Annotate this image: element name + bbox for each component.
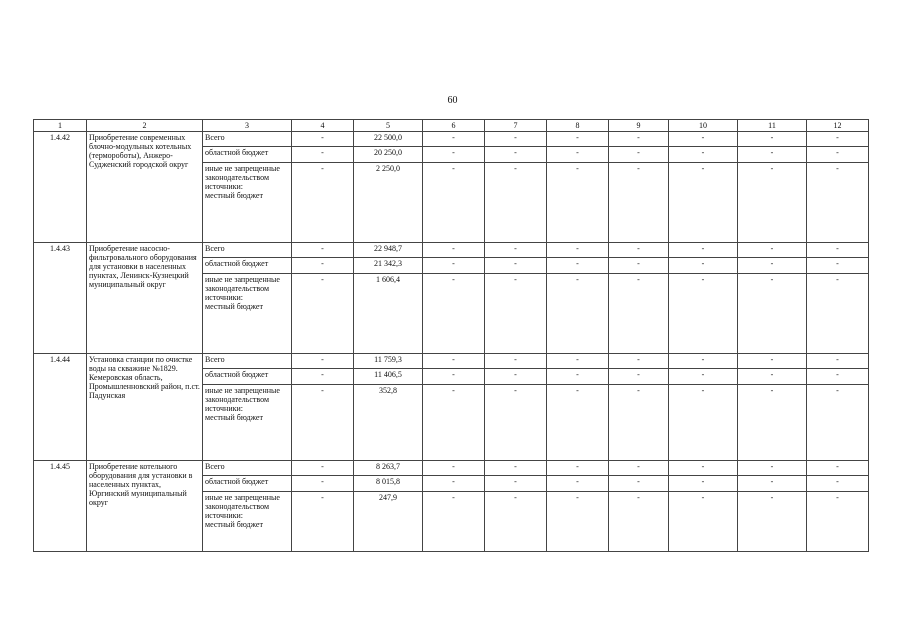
value-col8: - [547, 274, 609, 354]
value-col11: - [738, 369, 807, 385]
value-col7: - [485, 274, 547, 354]
value-col9: - [609, 163, 669, 243]
column-header: 8 [547, 120, 609, 132]
column-header: 3 [203, 120, 292, 132]
value-col5: 21 342,3 [354, 258, 423, 274]
value-col11: - [738, 492, 807, 552]
funding-source-cell [203, 163, 292, 243]
value-col11: - [738, 476, 807, 492]
value-col9: - [609, 132, 669, 147]
value-col12: - [807, 354, 869, 369]
funding-source-cell: Всего [203, 132, 292, 147]
funding-source-local: местный бюджет [205, 191, 263, 200]
page-number: 60 [447, 95, 458, 106]
value-col9: - [609, 461, 669, 476]
item-code: 1.4.45 [34, 461, 87, 552]
value-col11: - [738, 274, 807, 354]
value-col8: - [547, 354, 609, 369]
funding-source: иные не запрещенные законодательством источники: [205, 164, 280, 191]
value-col8: - [547, 243, 609, 258]
value-col10: - [669, 132, 738, 147]
column-header: 2 [87, 120, 203, 132]
value-col5: 2 250,0 [354, 163, 423, 243]
funding-source: иные не запрещенные законодательством источники: [205, 493, 280, 520]
value-col12: - [807, 243, 869, 258]
value-col4: - [292, 147, 354, 163]
value-col4: - [292, 243, 354, 258]
value-col11: - [738, 243, 807, 258]
table-row [34, 461, 869, 476]
value-col6: - [423, 385, 485, 461]
value-col9: - [609, 492, 669, 552]
value-col6: - [423, 258, 485, 274]
value-col10: - [669, 461, 738, 476]
item-name: Приобретение насосно-фильтровального оборудования для установки в населенных пунктах, Ленинск-Кузнецкий муниципальный округ [87, 243, 203, 354]
value-col5: 247,9 [354, 492, 423, 552]
table-row [34, 354, 869, 369]
funding-source-cell [203, 385, 292, 461]
funding-source-cell: Всего [203, 461, 292, 476]
value-col7: - [485, 132, 547, 147]
value-col11: - [738, 258, 807, 274]
funding-source-cell: Всего [203, 354, 292, 369]
header-row [34, 120, 869, 132]
value-col4: - [292, 274, 354, 354]
value-col7: - [485, 385, 547, 461]
value-col12: - [807, 274, 869, 354]
value-col6: - [423, 492, 485, 552]
value-col10: - [669, 492, 738, 552]
value-col6: - [423, 132, 485, 147]
value-col7: - [485, 476, 547, 492]
value-col11: - [738, 461, 807, 476]
funding-source-cell [203, 274, 292, 354]
value-col8: - [547, 461, 609, 476]
value-col12: - [807, 369, 869, 385]
value-col10: - [669, 258, 738, 274]
column-header: 7 [485, 120, 547, 132]
value-col10: - [669, 476, 738, 492]
funding-source-local: местный бюджет [205, 413, 263, 422]
value-col6: - [423, 274, 485, 354]
value-col7: - [485, 461, 547, 476]
value-col9: - [609, 385, 669, 461]
value-col11: - [738, 147, 807, 163]
column-header: 11 [738, 120, 807, 132]
value-col6: - [423, 354, 485, 369]
value-col8: - [547, 369, 609, 385]
value-col6: - [423, 369, 485, 385]
value-col10: - [669, 243, 738, 258]
value-col9: - [609, 354, 669, 369]
value-col4: - [292, 132, 354, 147]
value-col4: - [292, 163, 354, 243]
item-code: 1.4.44 [34, 354, 87, 461]
column-header: 5 [354, 120, 423, 132]
value-col11: - [738, 132, 807, 147]
value-col6: - [423, 461, 485, 476]
value-col10: - [669, 274, 738, 354]
value-col4: - [292, 461, 354, 476]
item-name: Приобретение современных блочно-модульных котельных (термороботы), Анжеро-Судженский городской округ [87, 132, 203, 243]
value-col8: - [547, 385, 609, 461]
column-header: 6 [423, 120, 485, 132]
funding-source-cell: областной бюджет [203, 258, 292, 274]
value-col11: - [738, 354, 807, 369]
column-header: 1 [34, 120, 87, 132]
value-col7: - [485, 258, 547, 274]
value-col7: - [485, 163, 547, 243]
value-col7: - [485, 243, 547, 258]
value-col7: - [485, 354, 547, 369]
value-col12: - [807, 492, 869, 552]
value-col11: - [738, 385, 807, 461]
value-col4: - [292, 354, 354, 369]
value-col4: - [292, 492, 354, 552]
value-col5: 11 759,3 [354, 354, 423, 369]
value-col12: - [807, 258, 869, 274]
value-col4: - [292, 385, 354, 461]
value-col12: - [807, 163, 869, 243]
funding-source: иные не запрещенные законодательством источники: [205, 275, 280, 302]
value-col10: - [669, 385, 738, 461]
value-col8: - [547, 492, 609, 552]
value-col10: - [669, 354, 738, 369]
value-col12: - [807, 476, 869, 492]
value-col9: - [609, 274, 669, 354]
value-col7: - [485, 147, 547, 163]
item-name: Установка станции по очистке воды на скважине №1829. Кемеровская область, Промышленновский район, п.ст. Падунская [87, 354, 203, 461]
value-col5: 1 606,4 [354, 274, 423, 354]
value-col8: - [547, 147, 609, 163]
value-col7: - [485, 369, 547, 385]
value-col9: - [609, 147, 669, 163]
value-col8: - [547, 163, 609, 243]
column-header: 9 [609, 120, 669, 132]
item-code: 1.4.42 [34, 132, 87, 243]
budget-table [33, 119, 869, 552]
value-col9: - [609, 369, 669, 385]
value-col5: 20 250,0 [354, 147, 423, 163]
column-header: 12 [807, 120, 869, 132]
funding-source-cell: областной бюджет [203, 147, 292, 163]
value-col5: 8 263,7 [354, 461, 423, 476]
value-col12: - [807, 147, 869, 163]
value-col9: - [609, 476, 669, 492]
value-col10: - [669, 163, 738, 243]
funding-source-cell: Всего [203, 243, 292, 258]
column-header: 10 [669, 120, 738, 132]
value-col5: 8 015,8 [354, 476, 423, 492]
value-col9: - [609, 258, 669, 274]
value-col6: - [423, 476, 485, 492]
value-col12: - [807, 385, 869, 461]
value-col12: - [807, 132, 869, 147]
funding-source-local: местный бюджет [205, 520, 263, 529]
value-col5: 11 406,5 [354, 369, 423, 385]
value-col5: 22 948,7 [354, 243, 423, 258]
column-header: 4 [292, 120, 354, 132]
item-name: Приобретение котельного оборудования для установки в населенных пунктах, Юргинский муниципальный округ [87, 461, 203, 552]
value-col5: 352,8 [354, 385, 423, 461]
value-col7: - [485, 492, 547, 552]
value-col6: - [423, 243, 485, 258]
item-code: 1.4.43 [34, 243, 87, 354]
value-col8: - [547, 476, 609, 492]
value-col6: - [423, 163, 485, 243]
funding-source-cell: областной бюджет [203, 369, 292, 385]
table-row [34, 243, 869, 258]
value-col6: - [423, 147, 485, 163]
value-col4: - [292, 369, 354, 385]
value-col8: - [547, 132, 609, 147]
value-col4: - [292, 476, 354, 492]
value-col11: - [738, 163, 807, 243]
value-col8: - [547, 258, 609, 274]
value-col4: - [292, 258, 354, 274]
value-col10: - [669, 147, 738, 163]
value-col5: 22 500,0 [354, 132, 423, 147]
funding-source-cell [203, 492, 292, 552]
funding-source-cell: областной бюджет [203, 476, 292, 492]
value-col10: - [669, 369, 738, 385]
funding-source: иные не запрещенные законодательством источники: [205, 386, 280, 413]
table-row [34, 132, 869, 147]
funding-source-local: местный бюджет [205, 302, 263, 311]
value-col12: - [807, 461, 869, 476]
value-col9: - [609, 243, 669, 258]
